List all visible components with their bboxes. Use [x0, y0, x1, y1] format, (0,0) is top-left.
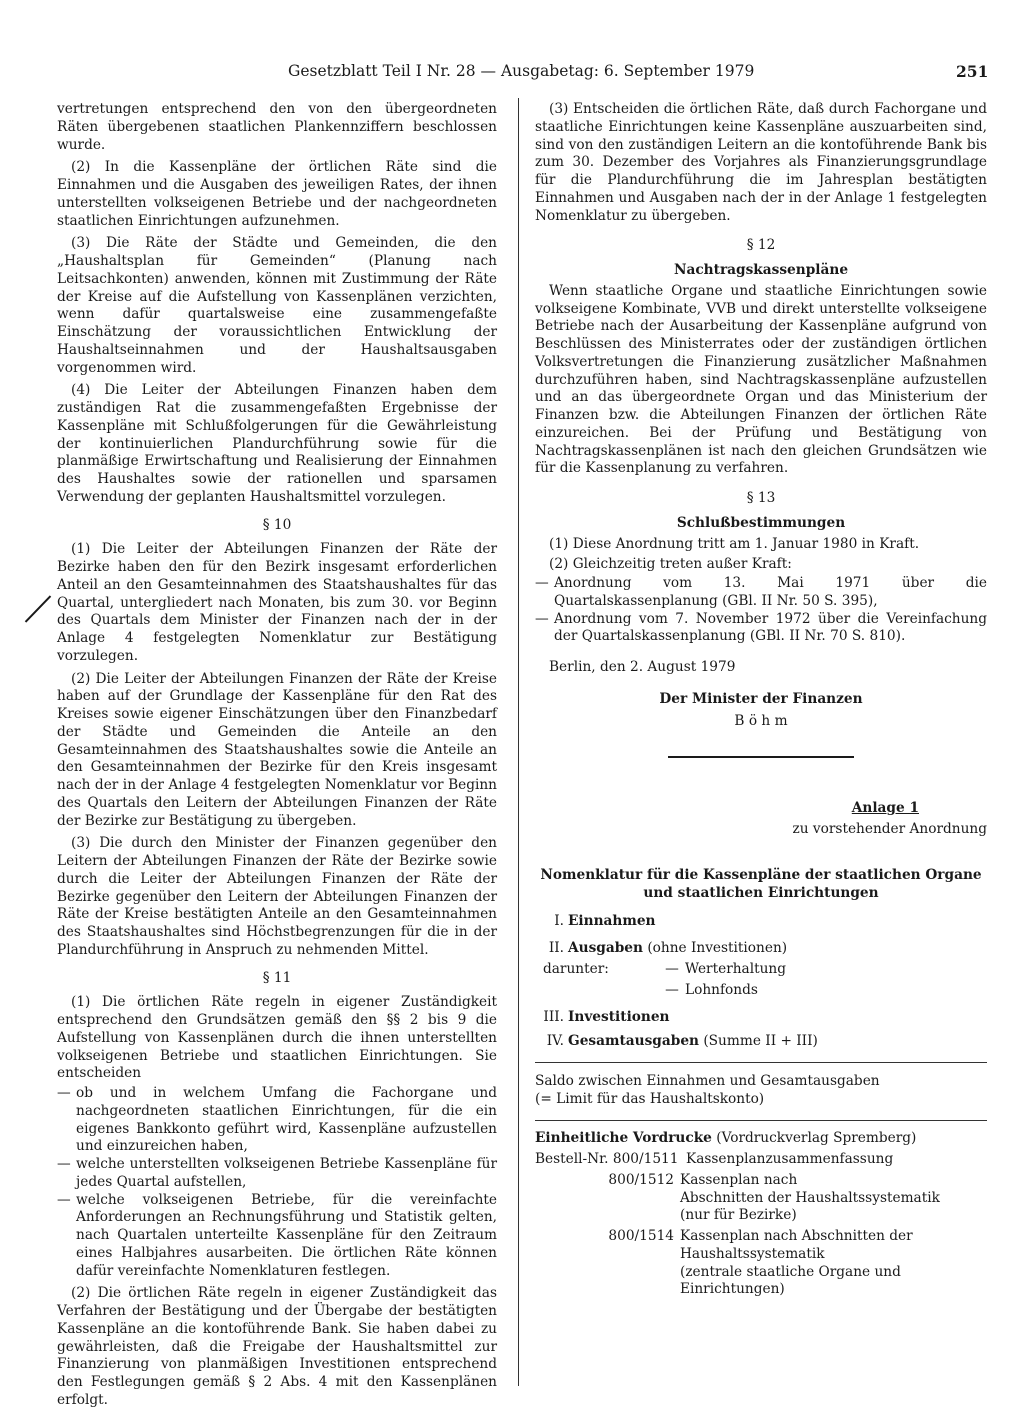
signer-title: Der Minister der Finanzen [659, 690, 863, 707]
list-item [57, 1192, 497, 1281]
section-12-title: Nachtragskassenpläne [673, 262, 849, 278]
section-13-heading: § 13 [746, 490, 776, 506]
item-label: Gesamtausgaben [568, 1033, 699, 1049]
dash-marker: — [665, 981, 679, 998]
list-item-text: Anordnung vom 7. November 1972 über die Vereinfachung der Quartalskassenplanung (GBl. II Nr. 70 S. 810). [554, 610, 987, 645]
separator-line [535, 1062, 987, 1063]
order-row [535, 1172, 987, 1225]
paragraph-9-3: (3) Die Räte der Städte und Gemeinden, die den „Haushaltsplan für Gemeinden“ (Planung nach Leitsachkonten) anwenden, können mit Zustimmung der Räte der Kreise auf die Aufstellung von Kassenplänen verzichten, wenn dafür quartalsweise eine zusammengefaßte Einschätzung der voraussichtlichen Entwicklung der Haushaltseinnahmen und der Haushaltsausgaben vorgenommen wird. [57, 235, 497, 376]
nomenclature-list [535, 913, 987, 1051]
order-description-line: Kassenplan nach Abschnitten der Haushaltssystematik [680, 1228, 913, 1262]
list-item-text: welche unterstellten volkseigenen Betriebe Kassenpläne für jedes Quartal aufstellen, [76, 1156, 497, 1190]
forms-publisher: (Vordruckverlag Spremberg) [716, 1130, 917, 1147]
item-number: IV. [546, 1033, 564, 1049]
darunter-label: darunter: [543, 960, 609, 977]
paragraph-10-2: (2) Die Leiter der Abteilungen Finanzen der Räte der Kreise haben auf der Grundlage der Kassenpläne für den Rat des Kreises sowie eigener Einschätzungen über den Finanzbedarf der Städte und Gemeinden die Anteile an den Gesamteinnahmen des Staatshaushaltes sowie die Anteile an den Gesamteinnahmen der Bezirke für den Kreis insgesamt nach der in der Anlage 4 festgelegten Nomenklatur vor Beginn des Quartals den Leitern der Abteilungen Finanzen der Räte der Bezirke zur Bestätigung zu übergeben. [57, 670, 497, 829]
gazette-header-title: Gesetzblatt Teil I Nr. 28 — Ausgabetag: 6. September 1979 [288, 62, 755, 80]
order-number: 800/1514 [608, 1228, 674, 1244]
section-11-heading: § 11 [262, 969, 292, 986]
paragraph-13-2: (2) Gleichzeitig treten außer Kraft: [549, 556, 792, 573]
dash-marker: — [57, 1191, 71, 1208]
order-description-line: Abschnitten der Haushaltssystematik [680, 1189, 940, 1206]
order-row [535, 1228, 987, 1299]
item-label: Ausgaben [568, 940, 643, 956]
order-description-line: (nur für Bezirke) [680, 1207, 797, 1224]
section-10-heading: § 10 [262, 516, 292, 533]
margin-pen-mark [25, 595, 51, 622]
item-number: III. [543, 1009, 564, 1026]
dash-marker: — [665, 960, 679, 977]
order-description [680, 1172, 987, 1225]
item-number: II. [548, 940, 564, 956]
dash-marker: — [535, 575, 549, 591]
nomenclature-item [535, 1009, 987, 1027]
paragraph-12: Wenn staatliche Organe und staatliche Einrichtungen sowie volkseigene Kombinate, VVB und direkt unterstellte volkseigene Betriebe nach der Ausarbeitung der Kassenpläne aufgrund von Beschlüssen des Ministerrates oder der zuständigen örtlichen Volksvertretungen die Finanzierung zusätzlicher Maßnahmen durchzuführen haben, sind Nachtragskassenpläne aufzustellen und an das übergeordnete Organ und das Ministerium der Finanzen bzw. die Abteilungen Finanzen der örtlichen Räte einzureichen. Bei der Prüfung und Bestätigung von Nachtragskassenplänen ist nach den gleichen Grundsätzen wie für die Kassenplanung zu verfahren. [535, 282, 987, 477]
sub-item [535, 982, 987, 1000]
annex-label [535, 800, 987, 818]
nomenclature-title-line1: Nomenklatur für die Kassenpläne der staatlichen Organe [540, 866, 982, 883]
list-item [57, 1085, 497, 1156]
order-description: Kassenplanzusammenfassung [686, 1151, 894, 1167]
forms-heading [535, 1130, 987, 1148]
nomenclature-item [535, 940, 987, 958]
paragraph-11-1: (1) Die örtlichen Räte regeln in eigener Zuständigkeit entsprechend den Grundsätzen gemäß den §§ 2 bis 9 die Aufstellung von Kassenplänen durch die ihnen unterstellten volkseigenen Betriebe und staatlichen Einrichtungen. Sie entscheiden [57, 994, 497, 1082]
nomenclature-title-line2: und staatlichen Einrichtungen [643, 884, 879, 901]
sub-item-label: Werterhaltung [685, 960, 786, 977]
page-header [0, 62, 1024, 86]
order-description [680, 1228, 987, 1299]
list-item-text: welche volkseigenen Betriebe, für die vereinfachte Anforderungen an Rechnungsführung und Statistik gelten, nach Quartalen unterteilte Kassenpläne für den Zeitraum eines Halbjahres ausarbeiten. Die örtlichen Räte können dafür vereinfachte Nomenklaturen festlegen. [76, 1191, 497, 1279]
list-item [57, 1156, 497, 1192]
section-13-title: Schlußbestimmungen [676, 514, 846, 531]
paragraph-13-1: (1) Diese Anordnung tritt am 1. Januar 1980 in Kraft. [549, 535, 920, 552]
annex-subtitle: zu vorstehender Anordnung [792, 821, 987, 837]
annex-label-text: Anlage 1 [851, 800, 919, 817]
sub-item [535, 961, 987, 979]
dash-marker: — [57, 1085, 71, 1101]
list-item-text: ob und in welchem Umfang die Fachorgane und nachgeordneten staatlichen Einrichtungen, für die ein eigenes Bankkonto geführt wird, Kassenpläne aufzustellen und einzureichen haben, [76, 1085, 497, 1155]
column-divider [518, 98, 519, 1386]
forms-heading-label: Einheitliche Vordrucke [535, 1130, 712, 1147]
nomenclature-item [535, 1033, 987, 1051]
paragraph-9-2: (2) In die Kassenpläne der örtlichen Räte sind die Einnahmen und die Ausgaben des jeweiligen Rates, der ihnen unterstellten volkseigenen Betriebe und der nachgeordneten staatlichen Einrichtungen aufzunehmen. [57, 159, 497, 229]
order-row [535, 1151, 987, 1169]
list-item-text: Anordnung vom 13. Mai 1971 über die Quartalskassenplanung (GBl. II Nr. 50 S. 395), [554, 575, 987, 609]
left-column [57, 101, 497, 1410]
dash-marker: — [57, 1156, 71, 1172]
dash-marker: — [535, 610, 549, 627]
nomenclature-item [535, 913, 987, 931]
paragraph-11-2: (2) Die örtlichen Räte regeln in eigener Zuständigkeit das Verfahren der Bestätigung und der Übergabe der bestätigten Kassenpläne an die kontoführende Bank. Sie haben dabei zu gewährleisten, daß die Freigabe der Haushaltsmittel zur Finanzierung von planmäßigen Investitionen entsprechend den Festlegungen gemäß § 2 Abs. 4 mit den Kassenplänen erfolgt. [57, 1285, 497, 1408]
order-number: Bestell-Nr. 800/1511 [535, 1151, 679, 1167]
paragraph-10-3: (3) Die durch den Minister der Finanzen gegenüber den Leitern der Abteilungen Finanzen der Räte der Bezirke sowie durch die Leiter der Abteilungen Finanzen der Räte der Bezirke gegenüber den Leitern der Abteilungen Finanzen der Räte der Kreise bestätigten Anteile an den Gesamteinnahmen des Staatshaushaltes sind Höchstbegrenzungen für die in der Plandurchführung in Anspruch zu nehmenden Mittel. [57, 835, 497, 958]
paragraph-continuation: vertretungen entsprechend den von den übergeordneten Räten übergebenen staatlichen Plankennziffern beschlossen wurde. [57, 101, 497, 153]
item-note: (ohne Investitionen) [647, 940, 788, 956]
page-number: 251 [956, 62, 989, 81]
sub-item-label: Lohnfonds [685, 981, 758, 998]
signature-rule [668, 756, 854, 758]
signer-name: B ö h m [734, 712, 788, 729]
saldo-line1: Saldo zwischen Einnahmen und Gesamtausgaben [535, 1072, 880, 1089]
order-number: 800/1512 [608, 1171, 674, 1188]
order-description-line: (zentrale staatliche Organe und Einrichtungen) [680, 1263, 901, 1298]
paragraph-9-4: (4) Die Leiter der Abteilungen Finanzen haben dem zuständigen Rat die zusammengefaßten Ergebnisse der Kassenpläne mit Schlußfolgerungen für die Gewährleistung der kontinuierlichen Plandurchführung sowie für die planmäßige Erwirtschaftung und Realisierung der Einnahmen des Haushaltes sowie der rationellen und sparsamen Verwendung der geplanten Haushaltsmittel vorzulegen. [57, 382, 497, 505]
list-item [535, 611, 987, 647]
item-label: Investitionen [568, 1009, 670, 1026]
section-12-heading: § 12 [746, 237, 776, 254]
order-description-line: Kassenplan nach [680, 1171, 798, 1188]
place-and-date: Berlin, den 2. August 1979 [549, 659, 736, 675]
right-column [535, 101, 987, 1299]
separator-line [535, 1120, 987, 1121]
item-note: (Summe II + III) [703, 1033, 818, 1049]
saldo-line2: (= Limit für das Haushaltskonto) [535, 1090, 765, 1107]
item-number: I. [554, 913, 564, 930]
list-item [535, 575, 987, 611]
item-label: Einnahmen [568, 913, 656, 930]
paragraph-11-3: (3) Entscheiden die örtlichen Räte, daß durch Fachorgane und staatliche Einrichtungen keine Kassenpläne auszuarbeiten sind, sind von den zuständigen Leitern an die kontoführende Bank bis zum 30. Dezember des Vorjahres als Finanzierungsgrundlage für die Plandurchführung die im Jahresplan bestätigten Einnahmen und Ausgaben nach der in der Anlage 1 festgelegten Nomenklatur zu übergeben. [535, 101, 987, 224]
paragraph-10-1: (1) Die Leiter der Abteilungen Finanzen der Räte der Bezirke haben den für den Bezirk insgesamt erforderlichen Anteil an den Gesamteinnahmen des Staatshaushaltes für das Quartal, untergliedert nach Monaten, bis zum 30. vor Beginn des Quartals dem Minister der Finanzen nach der in der Anlage 4 festgelegten Nomenklatur zur Bestätigung vorzulegen. [57, 541, 497, 664]
